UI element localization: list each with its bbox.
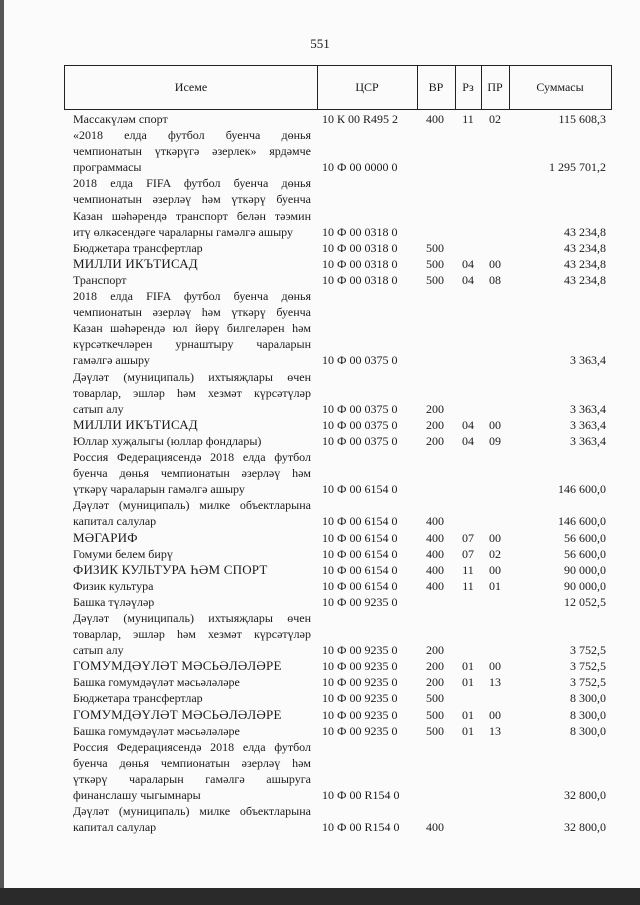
row-csr: 10 Ф 00 0318 0 [322, 256, 398, 271]
row-pr: 01 [489, 578, 501, 593]
row-vr: 200 [426, 401, 444, 416]
row-name-line: МИЛЛИ ИКЪТИСАД [73, 255, 198, 271]
row-vr: 500 [426, 240, 444, 255]
row-name-line: Россия Федерациясендә 2018 елда футбол [73, 739, 311, 754]
row-csr: 10 Ф 00 0375 0 [322, 353, 398, 368]
table-row [0, 288, 640, 369]
row-csr: 10 Ф 00 6154 0 [322, 578, 398, 593]
table-row [0, 497, 640, 529]
row-sum: 8 300,0 [570, 691, 606, 706]
row-name-line: буенча дөнья чемпионатын әзерләү һәм [73, 755, 311, 770]
row-vr: 200 [426, 659, 444, 674]
row-name [73, 497, 311, 529]
row-name [73, 723, 311, 739]
row-name [73, 272, 311, 288]
header-vr: ВР [428, 80, 444, 94]
row-name [73, 256, 311, 272]
table-row [0, 240, 640, 256]
row-name [73, 578, 311, 594]
row-name-line: сатып алу [73, 401, 124, 416]
header-csr: ЦСР [355, 80, 379, 94]
table-row [0, 739, 640, 803]
row-name [73, 658, 311, 674]
row-pr: 13 [489, 675, 501, 690]
table-row [0, 417, 640, 433]
row-pr: 00 [489, 707, 501, 722]
row-sum: 146 600,0 [558, 514, 606, 529]
row-name-line: товарлар, эшләр һәм хезмәт күрсәтүләр [73, 385, 311, 400]
row-name [73, 610, 311, 658]
row-sum: 56 600,0 [564, 546, 606, 561]
row-name [73, 562, 311, 578]
row-rz: 01 [462, 659, 474, 674]
row-vr: 500 [426, 723, 444, 738]
row-name [73, 803, 311, 835]
row-sum: 32 800,0 [564, 788, 606, 803]
row-csr: 10 Ф 00 9235 0 [322, 643, 398, 658]
row-name [73, 417, 311, 433]
row-sum: 3 752,5 [570, 675, 606, 690]
table-row [0, 433, 640, 449]
row-rz: 11 [462, 562, 474, 577]
table-row [0, 449, 640, 497]
row-name-line: Бюджетара трансфертлар [73, 691, 203, 706]
table-header [64, 65, 612, 110]
row-pr: 02 [489, 546, 501, 561]
row-rz: 11 [462, 112, 474, 126]
row-csr: 10 Ф 00 6154 0 [322, 482, 398, 497]
row-rz: 01 [462, 723, 474, 738]
row-name-line: ГОМУМДӘҮЛӘТ МӘСЬӘЛӘЛӘРЕ [73, 706, 282, 722]
row-csr: 10 Ф 00 0000 0 [322, 160, 398, 175]
row-pr: 00 [489, 256, 501, 271]
row-name-line: Физик культура [73, 578, 154, 593]
row-vr: 400 [426, 530, 444, 545]
row-name [73, 288, 311, 368]
row-name-line: Башка түләүләр [73, 594, 155, 609]
row-sum: 3 363,4 [570, 433, 606, 448]
row-name-line: капитал салулар [73, 514, 157, 529]
row-name [73, 530, 311, 546]
row-name [73, 127, 311, 175]
row-vr: 400 [426, 112, 444, 126]
row-name-line: капитал салулар [73, 820, 157, 835]
row-rz: 04 [462, 417, 474, 432]
row-sum: 90 000,0 [564, 562, 606, 577]
row-name-line: Казан шәһәрендә юл йөрү билгеләрен һәм [73, 321, 311, 336]
row-csr: 10 Ф 00 9235 0 [322, 659, 398, 674]
table-row [0, 111, 640, 127]
table-body [0, 111, 640, 835]
row-name [73, 449, 311, 497]
row-pr: 08 [489, 272, 501, 287]
row-vr: 400 [426, 514, 444, 529]
row-sum: 146 600,0 [558, 482, 606, 497]
row-sum: 3 752,5 [570, 659, 606, 674]
row-rz: 04 [462, 433, 474, 448]
row-pr: 00 [489, 530, 501, 545]
scan-bottom-edge [0, 888, 640, 905]
row-name-line: Дәүләт (муниципаль) ихтыяҗлары өчен [73, 369, 311, 384]
row-csr: 10 Ф 00 9235 0 [322, 723, 398, 738]
row-name-line: Транспорт [73, 272, 127, 287]
row-pr: 02 [489, 112, 501, 126]
row-rz: 07 [462, 546, 474, 561]
row-vr: 200 [426, 643, 444, 658]
row-sum: 90 000,0 [564, 578, 606, 593]
row-rz: 01 [462, 675, 474, 690]
row-name-line: үткәрү чараларын гамәлгә ашыруга [73, 771, 311, 786]
row-sum: 3 752,5 [570, 643, 606, 658]
table-row [0, 578, 640, 594]
table-row [0, 546, 640, 562]
row-csr: 10 Ф 00 0318 0 [322, 224, 398, 239]
row-csr: 10 Ф 00 6154 0 [322, 514, 398, 529]
table-row [0, 690, 640, 706]
row-name-line: итү өлкәсендәге чараларны гамәлгә ашыру [73, 224, 294, 239]
row-name [73, 240, 311, 256]
row-name-line: гамәлгә ашыру [73, 353, 150, 368]
row-name [73, 594, 311, 610]
row-name [73, 369, 311, 417]
row-sum: 32 800,0 [564, 820, 606, 835]
row-name [73, 433, 311, 449]
row-name-line: буенча дөнья чемпионатын әзерләү һәм [73, 466, 311, 481]
row-sum: 3 363,4 [570, 417, 606, 432]
row-vr: 500 [426, 691, 444, 706]
row-name-line: Башка гомумдәүләт мәсьәләләре [73, 723, 240, 738]
row-pr: 00 [489, 417, 501, 432]
page-number: 551 [310, 36, 330, 51]
row-sum: 43 234,8 [564, 256, 606, 271]
row-sum: 3 363,4 [570, 353, 606, 368]
row-name-line: Казан шәһәрендә транспорт белән тәэмин [73, 208, 311, 223]
row-name-line: ФИЗИК КУЛЬТУРА ҺӘМ СПОРТ [73, 561, 268, 577]
table-row [0, 723, 640, 739]
row-vr: 200 [426, 675, 444, 690]
row-csr: 10 Ф 00 9235 0 [322, 594, 398, 609]
row-rz: 07 [462, 530, 474, 545]
row-pr: 00 [489, 659, 501, 674]
row-sum: 43 234,8 [564, 272, 606, 287]
row-name [73, 674, 311, 690]
row-name [73, 707, 311, 723]
row-name [73, 175, 311, 239]
row-name-line: Дәүләт (муниципаль) ихтыяҗлары өчен [73, 611, 311, 625]
row-name-line: МИЛЛИ ИКЪТИСАД [73, 416, 198, 432]
row-csr: 10 К 00 R495 2 [322, 112, 399, 126]
row-csr: 10 Ф 00 R154 0 [322, 788, 400, 803]
row-name [73, 690, 311, 706]
row-sum: 43 234,8 [564, 224, 606, 239]
table-row [0, 175, 640, 239]
row-name-line: Башка гомумдәүләт мәсьәләләре [73, 675, 240, 690]
row-vr: 200 [426, 433, 444, 448]
table-row [0, 610, 640, 658]
row-vr: 500 [426, 256, 444, 271]
table-row [0, 594, 640, 610]
row-name-line: финанслашу чыгымнары [73, 788, 201, 803]
row-name-line: «2018 елда футбол буенча дөнья [73, 128, 311, 143]
row-name-line: Юллар хуҗалыгы (юллар фондлары) [73, 433, 262, 448]
row-rz: 04 [462, 256, 474, 271]
row-vr: 400 [426, 578, 444, 593]
row-name-line: 2018 елда FIFA футбол буенча дөнья [73, 289, 311, 304]
row-csr: 10 Ф 00 9235 0 [322, 691, 398, 706]
row-name-line: күрсәткечләрен урнаштыру чараларын [73, 337, 311, 352]
row-name-line: ГОМУМДӘҮЛӘТ МӘСЬӘЛӘЛӘРЕ [73, 658, 282, 674]
row-csr: 10 Ф 00 6154 0 [322, 562, 398, 577]
row-csr: 10 Ф 00 6154 0 [322, 530, 398, 545]
row-sum: 115 608,3 [558, 112, 606, 126]
row-sum: 8 300,0 [570, 723, 606, 738]
row-csr: 10 Ф 00 9235 0 [322, 707, 398, 722]
row-rz: 11 [462, 578, 474, 593]
row-sum: 56 600,0 [564, 530, 606, 545]
row-name-line: чемпионатын әзерләү һәм үткәрү буенча [73, 305, 311, 320]
row-rz: 01 [462, 707, 474, 722]
header-pr: ПР [487, 80, 503, 94]
table-row [0, 256, 640, 272]
table-row [0, 803, 640, 835]
table-row [0, 562, 640, 578]
row-name [73, 739, 311, 803]
row-sum: 8 300,0 [570, 707, 606, 722]
header-sum: Суммасы [536, 80, 584, 94]
row-name-line: чемпионатын үткәрүгә әзерлек» ярдәмче [73, 144, 311, 159]
row-sum: 3 363,4 [570, 401, 606, 416]
row-sum: 1 295 701,2 [549, 160, 606, 175]
row-sum: 12 052,5 [564, 594, 606, 609]
row-csr: 10 Ф 00 0318 0 [322, 272, 398, 287]
row-vr: 400 [426, 546, 444, 561]
row-name-line: Россия Федерациясендә 2018 елда футбол [73, 450, 311, 465]
row-name [73, 111, 311, 127]
row-vr: 400 [426, 820, 444, 835]
row-csr: 10 Ф 00 0375 0 [322, 401, 398, 416]
row-name-line: товарлар, эшләр һәм хезмәт күрсәтүләр [73, 627, 311, 642]
row-vr: 400 [426, 562, 444, 577]
row-vr: 500 [426, 272, 444, 287]
table-row [0, 369, 640, 417]
table-row [0, 127, 640, 175]
row-csr: 10 Ф 00 6154 0 [322, 546, 398, 561]
row-name [73, 546, 311, 562]
row-pr: 00 [489, 562, 501, 577]
row-csr: 10 Ф 00 R154 0 [322, 820, 400, 835]
table-row [0, 530, 640, 546]
row-pr: 09 [489, 433, 501, 448]
row-name-line: Дәүләт (муниципаль) милке объектларына [73, 804, 311, 819]
row-name-line: Массакүләм спорт [73, 112, 168, 126]
row-name-line: чемпионатын әзерләү һәм үткәрү буенча [73, 192, 311, 207]
table-row [0, 272, 640, 288]
row-rz: 04 [462, 272, 474, 287]
header-rz: Рз [462, 80, 474, 94]
row-csr: 10 Ф 00 9235 0 [322, 675, 398, 690]
row-name-line: МӘГАРИФ [73, 529, 138, 545]
row-sum: 43 234,8 [564, 240, 606, 255]
row-name-line: программасы [73, 160, 142, 175]
row-name-line: Бюджетара трансфертлар [73, 240, 203, 255]
row-name-line: Дәүләт (муниципаль) милке объектларына [73, 498, 311, 513]
row-pr: 13 [489, 723, 501, 738]
row-name-line: сатып алу [73, 643, 124, 658]
row-csr: 10 Ф 00 0375 0 [322, 433, 398, 448]
row-name-line: үткәрү чараларын гамәлгә ашыру [73, 482, 245, 497]
table-row [0, 658, 640, 674]
row-name-line: Гомуми белем бирү [73, 546, 173, 561]
header-name: Исеме [174, 80, 208, 94]
table-row [0, 674, 640, 690]
row-name-line: 2018 елда FIFA футбол буенча дөнья [73, 176, 311, 191]
table-row [0, 707, 640, 723]
row-vr: 500 [426, 707, 444, 722]
row-csr: 10 Ф 00 0375 0 [322, 417, 398, 432]
row-csr: 10 Ф 00 0318 0 [322, 240, 398, 255]
row-vr: 200 [426, 417, 444, 432]
